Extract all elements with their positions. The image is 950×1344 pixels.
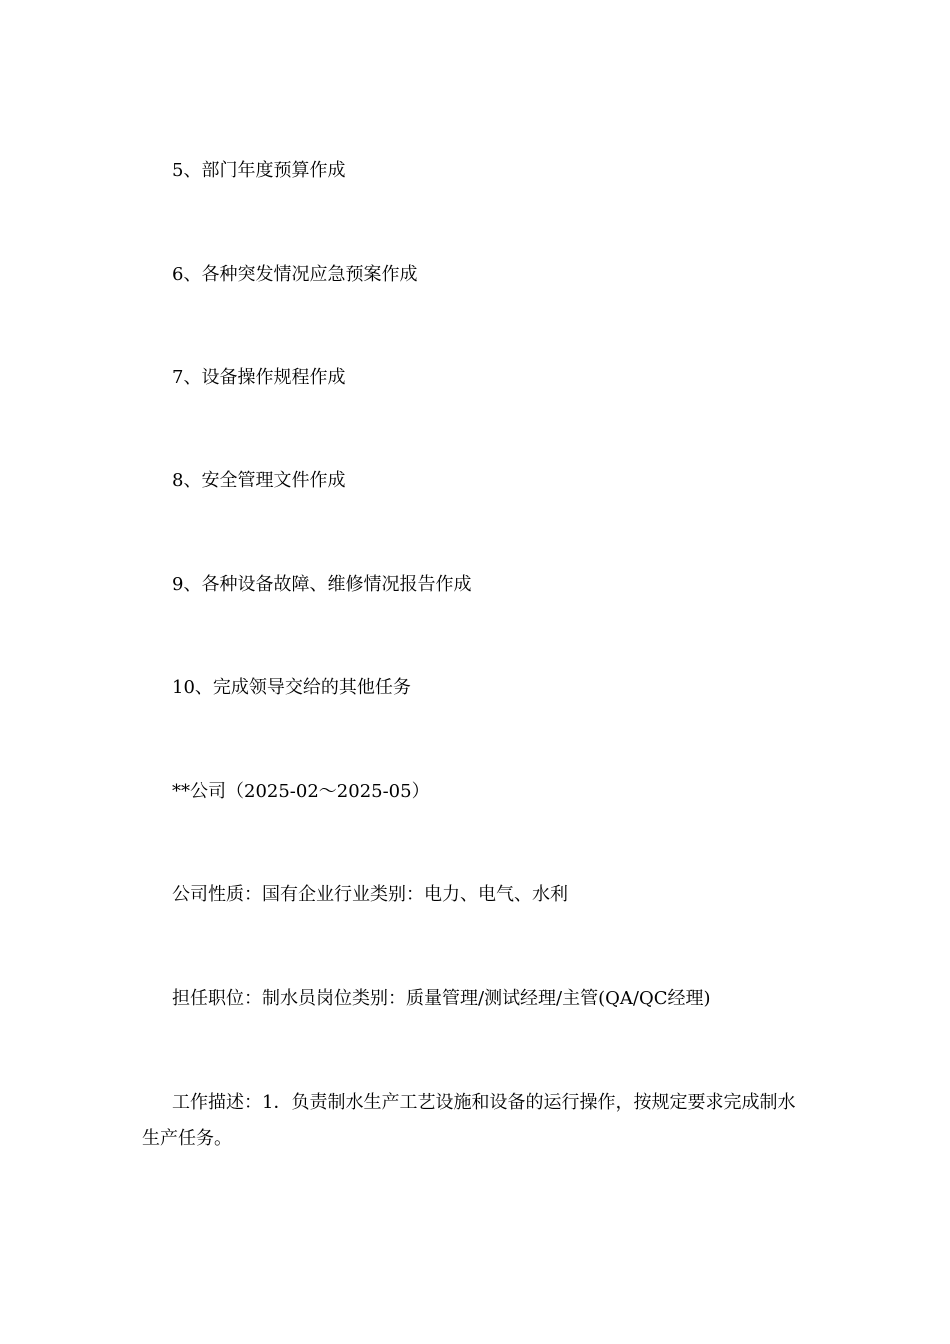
- list-item-emergency-plan: 6、各种突发情况应急预案作成: [172, 264, 418, 285]
- list-item-budget: 5、部门年度预算作成: [172, 160, 346, 181]
- company-nature: 公司性质：国有企业行业类别：电力、电气、水利: [172, 884, 568, 905]
- list-item-safety-documents: 8、安全管理文件作成: [172, 470, 346, 491]
- list-item-fault-reports: 9、各种设备故障、维修情况报告作成: [172, 574, 472, 595]
- company-heading: **公司（2025-02～2025-05）: [172, 781, 430, 802]
- list-item-other-tasks: 10、完成领导交给的其他任务: [172, 677, 411, 698]
- position-info: 担任职位：制水员岗位类别：质量管理/测试经理/主管(QA/QC经理): [172, 988, 711, 1009]
- job-description: 工作描述：1．负责制水生产工艺设施和设备的运行操作，按规定要求完成制水生产任务。: [142, 1092, 796, 1149]
- list-item-operating-procedures: 7、设备操作规程作成: [172, 367, 346, 388]
